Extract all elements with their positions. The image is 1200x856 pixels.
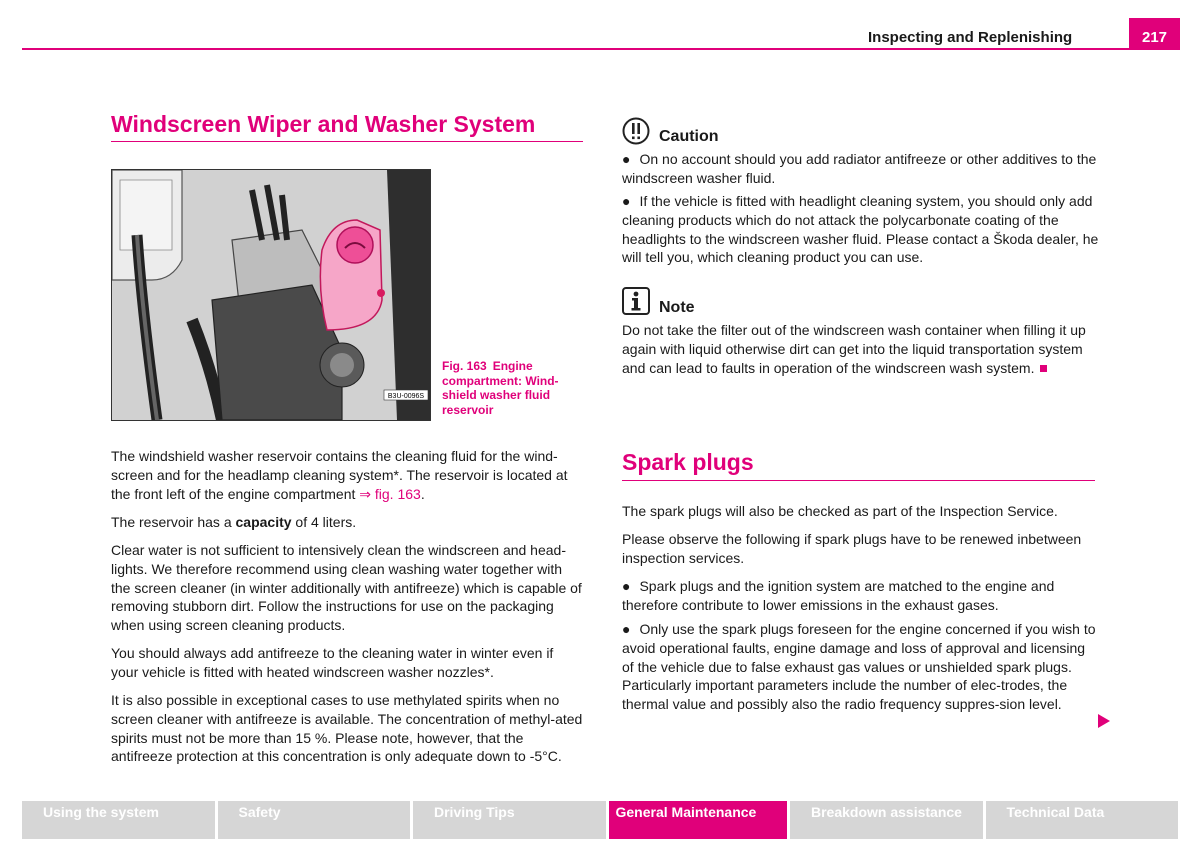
header-rule	[22, 48, 1180, 50]
tab-safety[interactable]: Safety	[218, 801, 411, 839]
paragraph: Please observe the following if spark plugs have to be renewed inbetween inspection services.	[622, 531, 1082, 566]
section-title: Inspecting and Replenishing	[868, 29, 1073, 46]
paragraph-end: .	[420, 485, 425, 502]
note-title: Note	[659, 299, 695, 316]
engine-figure	[111, 169, 431, 421]
tab-technical-data[interactable]: Technical Data	[986, 801, 1179, 839]
caution-bullet: ● On no account should you add radiator antifreeze or other additives to the windscreen washer fluid.	[622, 151, 1097, 186]
figure-number: Fig. 163	[442, 359, 487, 373]
paragraph-text: The reservoir has a	[111, 514, 236, 530]
note-body: Do not take the filter out of the windscreen wash container when filling it up again with liquid otherwise dirt can get into the liquid transportation system and can lead to faults in operation of the windscreen wash system.	[622, 322, 1086, 376]
figure-caption	[442, 359, 582, 417]
paragraph: It is also possible in exceptional cases to use methylated spirits when no screen cleaner with antifreeze is available. The concentration of methyl-ated spirits must not be more than 15 %. Please note, however, that the antifreeze protection at this concentration is only adequate down to -5°C.	[111, 692, 583, 765]
figure-link[interactable]: ⇒ fig. 163	[359, 485, 421, 502]
page-number: 217	[1129, 18, 1180, 50]
spark-bullet: ● Spark plugs and the ignition system are matched to the engine and therefore contribute to lower emissions in the exhaust gases.	[622, 578, 1055, 613]
note-text	[622, 321, 1100, 377]
bullet-text: Only use the spark plugs foreseen for the engine concerned if you wish to avoid operational faults, engine damage and loss of approval and licensing of the vehicle due to false exhaust gas values or unshielded spark plugs. Particularly important parameters include the number of elec-trodes, the thermal value and possibly also the radio frequency suppres-sion level.	[622, 621, 1096, 713]
heading-rule	[622, 480, 1095, 481]
bold-term: capacity	[235, 514, 292, 530]
caution-bullet: ● If the vehicle is fitted with headlight cleaning system, you should only add cleaning products which do not attack the polycarbonate coating of the headlights to the windscreen washer fluid. Please contact a Škoda dealer, he will tell you, which cleaning product you can use.	[622, 193, 1099, 266]
continue-arrow-icon[interactable]	[1098, 714, 1110, 728]
tab-using-the-system[interactable]: Using the system	[22, 801, 215, 839]
paragraph-text: The windshield washer reservoir contains the cleaning fluid for the wind-screen and for the headlamp cleaning system*. The reservoir is located at the front left of the engine compartment	[111, 448, 568, 502]
figure-caption-text: Engine compartment: Wind-shield washer fluid reservoir	[442, 359, 559, 417]
tab-general-maintenance[interactable]: General Maintenance	[609, 801, 788, 839]
paragraph: Clear water is not sufficient to intensively clean the windscreen and head-lights. We therefore recommend using clean washing water together with the screen cleaner (in winter additionally with antifreeze) which is capable of removing stubborn dirt. Follow the instructions for use on the packaging when using screen cleaning products.	[111, 542, 582, 634]
end-marker-icon	[1040, 365, 1047, 372]
tab-driving-tips[interactable]: Driving Tips	[413, 801, 606, 839]
spark-bullet: ● Only use the spark plugs foreseen for the engine concerned if you wish to avoid operational faults, engine damage and loss of approval and licensing of the vehicle due to false exhaust gas values or unshielded spark plugs. Particularly important parameters include the number of elec-trodes, the thermal value and possibly also the radio frequency suppres-sion level.	[622, 621, 1096, 713]
tab-breakdown-assistance[interactable]: Breakdown assistance	[790, 801, 983, 839]
bullet-text: Spark plugs and the ignition system are matched to the engine and therefore contribute to lower emissions in the exhaust gases.	[622, 578, 1055, 613]
paragraph	[111, 513, 583, 532]
spark-heading: Spark plugs	[622, 449, 754, 475]
note-icon	[622, 287, 650, 315]
paragraph-text: of 4 liters.	[291, 514, 357, 530]
wiper-heading: Windscreen Wiper and Washer System	[111, 111, 536, 137]
caution-title: Caution	[659, 128, 719, 145]
caution-icon	[622, 117, 650, 145]
bullet-text: On no account should you add radiator antifreeze or other additives to the windscreen washer fluid.	[622, 151, 1097, 186]
figure-code: B3U-0096S	[387, 393, 425, 400]
heading-rule	[111, 141, 583, 142]
engine-illustration	[112, 170, 430, 420]
chapter-nav	[22, 801, 1178, 839]
paragraph	[111, 447, 583, 503]
paragraph: You should always add antifreeze to the cleaning water in winter even if your vehicle is fitted with heated windscreen washer nozzles*.	[111, 645, 554, 680]
bullet-text: If the vehicle is fitted with headlight cleaning system, you should only add cleaning products which do not attack the polycarbonate coating of the headlights to the windscreen washer fluid. Please contact a Škoda dealer, he will tell you, which cleaning product you can use.	[622, 193, 1099, 266]
paragraph: The spark plugs will also be checked as part of the Inspection Service.	[622, 503, 1058, 519]
